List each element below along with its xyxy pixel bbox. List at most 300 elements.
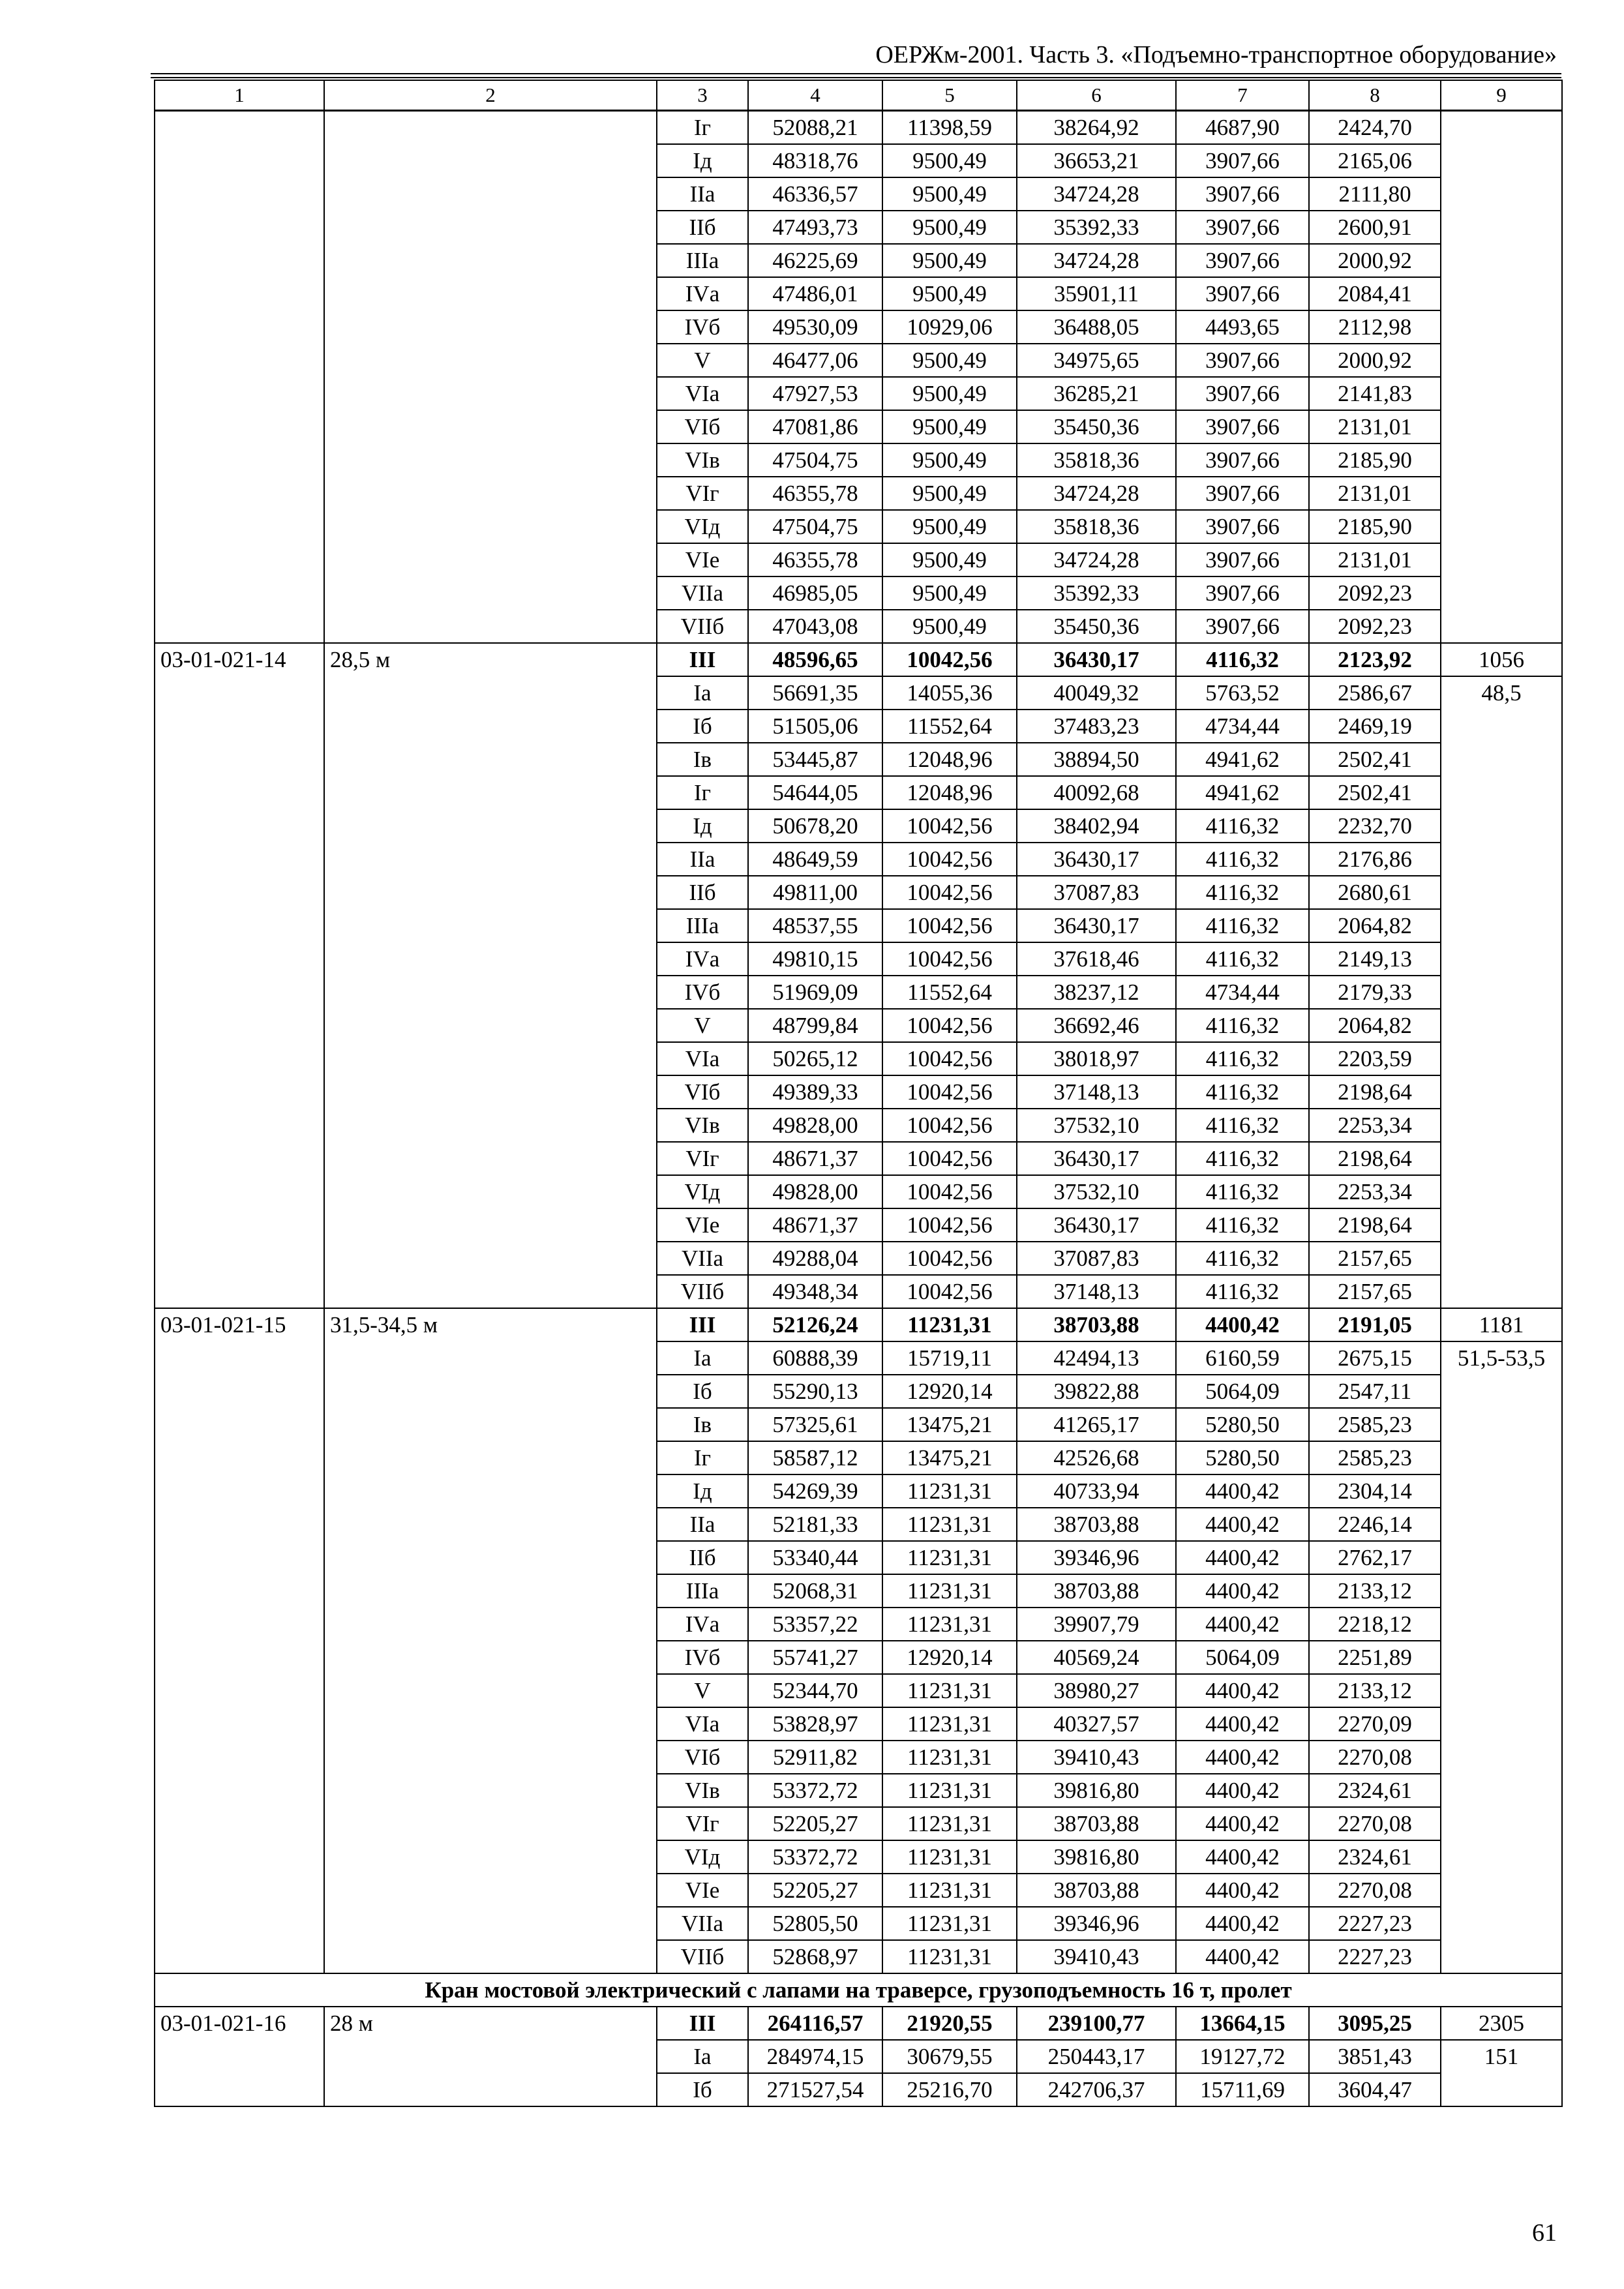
- value-cell: 21920,55: [882, 2007, 1017, 2040]
- value-cell: 37087,83: [1017, 1242, 1176, 1275]
- value-cell: 15719,11: [882, 1341, 1017, 1375]
- zone-cell: VIб: [657, 1741, 748, 1774]
- value-cell: 39346,96: [1017, 1541, 1176, 1574]
- value-cell: 50265,12: [748, 1042, 882, 1075]
- value-cell: 41265,17: [1017, 1408, 1176, 1441]
- value-cell: 49348,34: [748, 1275, 882, 1308]
- zone-cell: IIа: [657, 1508, 748, 1541]
- zone-cell: Iг: [657, 111, 748, 145]
- value-cell: 9500,49: [882, 211, 1017, 244]
- value-cell: 25216,70: [882, 2073, 1017, 2106]
- value-cell: 12920,14: [882, 1375, 1017, 1408]
- value-cell: 49530,09: [748, 310, 882, 344]
- value-cell: 2270,08: [1309, 1741, 1441, 1774]
- value-cell: 52181,33: [748, 1508, 882, 1541]
- value-cell: 2253,34: [1309, 1175, 1441, 1208]
- value-cell: 40049,32: [1017, 676, 1176, 710]
- section-title-row: [155, 1973, 1562, 2007]
- item-code: 03-01-021-15: [155, 1308, 324, 1973]
- value-cell: 2157,65: [1309, 1242, 1441, 1275]
- value-cell: 4734,44: [1176, 710, 1309, 743]
- value-cell: 40092,68: [1017, 776, 1176, 809]
- value-cell: 39346,96: [1017, 1907, 1176, 1940]
- document-header-title: ОЕРЖм-2001. Часть 3. «Подъемно-транспортное оборудование»: [875, 41, 1557, 68]
- zone-cell: Iа: [657, 1341, 748, 1375]
- column-number: 1: [155, 80, 324, 111]
- value-cell: 11231,31: [882, 1874, 1017, 1907]
- value-cell: 38703,88: [1017, 1807, 1176, 1840]
- value-cell: 11398,59: [882, 111, 1017, 145]
- value-cell: 5763,52: [1176, 676, 1309, 710]
- value-cell: 4116,32: [1176, 909, 1309, 942]
- item-name: 31,5-34,5 м: [324, 1308, 657, 1973]
- value-cell: 2547,11: [1309, 1375, 1441, 1408]
- page-number: 61: [1532, 2219, 1557, 2247]
- value-cell: 34724,28: [1017, 244, 1176, 277]
- value-cell: 13475,21: [882, 1441, 1017, 1474]
- value-cell: 11231,31: [882, 1508, 1017, 1541]
- value-cell: 2185,90: [1309, 510, 1441, 543]
- value-cell: 2191,05: [1309, 1308, 1441, 1341]
- column-number: 5: [882, 80, 1017, 111]
- zone-cell: IIIа: [657, 909, 748, 942]
- value-cell: 38703,88: [1017, 1308, 1176, 1341]
- value-cell: 4400,42: [1176, 1907, 1309, 1940]
- value-cell: 50678,20: [748, 809, 882, 843]
- item-name: 28 м: [324, 2007, 657, 2106]
- item-code: [155, 111, 324, 644]
- value-cell: 39907,79: [1017, 1608, 1176, 1641]
- value-cell: 47081,86: [748, 410, 882, 443]
- value-cell: 3907,66: [1176, 610, 1309, 643]
- column-number: 7: [1176, 80, 1309, 111]
- zone-cell: V: [657, 344, 748, 377]
- value-cell: 37532,10: [1017, 1175, 1176, 1208]
- value-cell: 60888,39: [748, 1341, 882, 1375]
- value-cell: 9500,49: [882, 144, 1017, 177]
- value-cell: 30679,55: [882, 2040, 1017, 2073]
- value-cell: 35901,11: [1017, 277, 1176, 310]
- value-cell: 39410,43: [1017, 1741, 1176, 1774]
- zone-cell: Iд: [657, 144, 748, 177]
- value-cell: 3907,66: [1176, 211, 1309, 244]
- value-cell: 4116,32: [1176, 1109, 1309, 1142]
- header-rule: [151, 73, 1561, 74]
- value-cell: 2185,90: [1309, 443, 1441, 477]
- value-cell: 3907,66: [1176, 443, 1309, 477]
- value-cell: 2000,92: [1309, 344, 1441, 377]
- value-cell: 11231,31: [882, 1707, 1017, 1741]
- value-cell: 10042,56: [882, 909, 1017, 942]
- value-cell: 2232,70: [1309, 809, 1441, 843]
- value-cell: 2179,33: [1309, 976, 1441, 1009]
- value-cell: 37087,83: [1017, 876, 1176, 909]
- value-cell: 2064,82: [1309, 909, 1441, 942]
- value-cell: 2133,12: [1309, 1674, 1441, 1707]
- value-cell: 38980,27: [1017, 1674, 1176, 1707]
- value-cell: 34975,65: [1017, 344, 1176, 377]
- value-cell: 11231,31: [882, 1674, 1017, 1707]
- value-cell: 242706,37: [1017, 2073, 1176, 2106]
- zone-cell: VIа: [657, 377, 748, 410]
- column-number: 3: [657, 80, 748, 111]
- price-table: [154, 80, 1563, 2107]
- value-cell: 2270,08: [1309, 1807, 1441, 1840]
- value-cell: 11552,64: [882, 710, 1017, 743]
- value-cell: 4400,42: [1176, 1707, 1309, 1741]
- value-cell: 53357,22: [748, 1608, 882, 1641]
- value-cell: 4116,32: [1176, 876, 1309, 909]
- zone-cell: Iг: [657, 776, 748, 809]
- value-cell: 4400,42: [1176, 1774, 1309, 1807]
- value-cell: 2141,83: [1309, 377, 1441, 410]
- value-cell: 42494,13: [1017, 1341, 1176, 1375]
- zone-cell: VIг: [657, 1142, 748, 1175]
- value-cell: 3907,66: [1176, 244, 1309, 277]
- value-cell: 12048,96: [882, 776, 1017, 809]
- value-cell: 6160,59: [1176, 1341, 1309, 1375]
- header-rule-double: [151, 77, 1561, 78]
- value-cell: 38402,94: [1017, 809, 1176, 843]
- zone-cell: VIIб: [657, 1940, 748, 1973]
- value-cell: 4116,32: [1176, 1242, 1309, 1275]
- zone-cell: Iб: [657, 710, 748, 743]
- value-cell: 9500,49: [882, 610, 1017, 643]
- zone-cell: VIе: [657, 543, 748, 576]
- value-cell: 2198,64: [1309, 1208, 1441, 1242]
- value-cell: 2600,91: [1309, 211, 1441, 244]
- value-cell: 48596,65: [748, 643, 882, 676]
- value-cell: 4400,42: [1176, 1807, 1309, 1840]
- value-cell: 34724,28: [1017, 477, 1176, 510]
- value-cell: 4400,42: [1176, 1541, 1309, 1574]
- value-cell: 52068,31: [748, 1574, 882, 1608]
- value-cell: 49389,33: [748, 1075, 882, 1109]
- value-cell: 47504,75: [748, 510, 882, 543]
- value-cell: 52126,24: [748, 1308, 882, 1341]
- col9-cell: 1181: [1441, 1308, 1562, 1341]
- value-cell: 4941,62: [1176, 776, 1309, 809]
- value-cell: 15711,69: [1176, 2073, 1309, 2106]
- value-cell: 9500,49: [882, 543, 1017, 576]
- value-cell: 52805,50: [748, 1907, 882, 1940]
- zone-cell: Iа: [657, 676, 748, 710]
- column-number: 8: [1309, 80, 1441, 111]
- value-cell: 10929,06: [882, 310, 1017, 344]
- value-cell: 2304,14: [1309, 1474, 1441, 1508]
- zone-cell: III: [657, 643, 748, 676]
- value-cell: 2092,23: [1309, 576, 1441, 610]
- value-cell: 52205,27: [748, 1807, 882, 1840]
- value-cell: 5064,09: [1176, 1641, 1309, 1674]
- value-cell: 53372,72: [748, 1840, 882, 1874]
- item-code: 03-01-021-16: [155, 2007, 324, 2106]
- table-row: [155, 2007, 1562, 2040]
- value-cell: 46336,57: [748, 177, 882, 211]
- value-cell: 36488,05: [1017, 310, 1176, 344]
- value-cell: 36430,17: [1017, 1208, 1176, 1242]
- value-cell: 4687,90: [1176, 111, 1309, 145]
- value-cell: 10042,56: [882, 643, 1017, 676]
- zone-cell: V: [657, 1009, 748, 1042]
- value-cell: 2165,06: [1309, 144, 1441, 177]
- value-cell: 264116,57: [748, 2007, 882, 2040]
- value-cell: 38018,97: [1017, 1042, 1176, 1075]
- value-cell: 4116,32: [1176, 843, 1309, 876]
- value-cell: 2198,64: [1309, 1075, 1441, 1109]
- value-cell: 55741,27: [748, 1641, 882, 1674]
- value-cell: 10042,56: [882, 1142, 1017, 1175]
- value-cell: 4734,44: [1176, 976, 1309, 1009]
- value-cell: 39410,43: [1017, 1940, 1176, 1973]
- value-cell: 54644,05: [748, 776, 882, 809]
- value-cell: 2000,92: [1309, 244, 1441, 277]
- column-number: 4: [748, 80, 882, 111]
- zone-cell: IIа: [657, 843, 748, 876]
- value-cell: 53340,44: [748, 1541, 882, 1574]
- value-cell: 9500,49: [882, 510, 1017, 543]
- value-cell: 4116,32: [1176, 1275, 1309, 1308]
- value-cell: 53828,97: [748, 1707, 882, 1741]
- value-cell: 3907,66: [1176, 576, 1309, 610]
- value-cell: 3851,43: [1309, 2040, 1441, 2073]
- column-number: 9: [1441, 80, 1562, 111]
- value-cell: 36692,46: [1017, 1009, 1176, 1042]
- value-cell: 2111,80: [1309, 177, 1441, 211]
- value-cell: 2762,17: [1309, 1541, 1441, 1574]
- value-cell: 37532,10: [1017, 1109, 1176, 1142]
- value-cell: 38703,88: [1017, 1574, 1176, 1608]
- value-cell: 52344,70: [748, 1674, 882, 1707]
- value-cell: 11231,31: [882, 1907, 1017, 1940]
- value-cell: 35392,33: [1017, 576, 1176, 610]
- value-cell: 56691,35: [748, 676, 882, 710]
- value-cell: 52088,21: [748, 111, 882, 145]
- value-cell: 52205,27: [748, 1874, 882, 1907]
- value-cell: 239100,77: [1017, 2007, 1176, 2040]
- value-cell: 4400,42: [1176, 1474, 1309, 1508]
- column-number-row: [155, 80, 1562, 111]
- zone-cell: IVа: [657, 277, 748, 310]
- value-cell: 250443,17: [1017, 2040, 1176, 2073]
- value-cell: 53372,72: [748, 1774, 882, 1807]
- item-name: 28,5 м: [324, 643, 657, 1308]
- zone-cell: IVб: [657, 1641, 748, 1674]
- value-cell: 2469,19: [1309, 710, 1441, 743]
- value-cell: 47486,01: [748, 277, 882, 310]
- value-cell: 49828,00: [748, 1109, 882, 1142]
- value-cell: 2203,59: [1309, 1042, 1441, 1075]
- value-cell: 9500,49: [882, 244, 1017, 277]
- value-cell: 3604,47: [1309, 2073, 1441, 2106]
- value-cell: 38264,92: [1017, 111, 1176, 145]
- value-cell: 34724,28: [1017, 543, 1176, 576]
- value-cell: 2157,65: [1309, 1275, 1441, 1308]
- zone-cell: VIд: [657, 510, 748, 543]
- value-cell: 3907,66: [1176, 543, 1309, 576]
- value-cell: 2227,23: [1309, 1940, 1441, 1973]
- col9-cell: [1441, 111, 1562, 644]
- value-cell: 4400,42: [1176, 1574, 1309, 1608]
- zone-cell: VIа: [657, 1042, 748, 1075]
- value-cell: 10042,56: [882, 809, 1017, 843]
- value-cell: 40327,57: [1017, 1707, 1176, 1741]
- value-cell: 38894,50: [1017, 743, 1176, 776]
- value-cell: 2585,23: [1309, 1441, 1441, 1474]
- value-cell: 11231,31: [882, 1940, 1017, 1973]
- value-cell: 11231,31: [882, 1807, 1017, 1840]
- value-cell: 2176,86: [1309, 843, 1441, 876]
- col9-cell: 2305: [1441, 2007, 1562, 2040]
- value-cell: 11231,31: [882, 1541, 1017, 1574]
- value-cell: 46985,05: [748, 576, 882, 610]
- value-cell: 3907,66: [1176, 477, 1309, 510]
- value-cell: 2251,89: [1309, 1641, 1441, 1674]
- value-cell: 3907,66: [1176, 277, 1309, 310]
- value-cell: 2131,01: [1309, 410, 1441, 443]
- value-cell: 54269,39: [748, 1474, 882, 1508]
- value-cell: 2424,70: [1309, 111, 1441, 145]
- value-cell: 55290,13: [748, 1375, 882, 1408]
- value-cell: 48537,55: [748, 909, 882, 942]
- zone-cell: VIв: [657, 1109, 748, 1142]
- zone-cell: Iв: [657, 1408, 748, 1441]
- zone-cell: VIб: [657, 1075, 748, 1109]
- value-cell: 11231,31: [882, 1608, 1017, 1641]
- zone-cell: VIе: [657, 1874, 748, 1907]
- value-cell: 36430,17: [1017, 843, 1176, 876]
- zone-cell: IIб: [657, 876, 748, 909]
- col9-cell: 151: [1441, 2040, 1562, 2106]
- value-cell: 9500,49: [882, 377, 1017, 410]
- value-cell: 2253,34: [1309, 1109, 1441, 1142]
- zone-cell: VIIб: [657, 1275, 748, 1308]
- value-cell: 9500,49: [882, 477, 1017, 510]
- value-cell: 48799,84: [748, 1009, 882, 1042]
- zone-cell: IIIа: [657, 244, 748, 277]
- value-cell: 48671,37: [748, 1208, 882, 1242]
- value-cell: 36430,17: [1017, 909, 1176, 942]
- value-cell: 2502,41: [1309, 743, 1441, 776]
- value-cell: 4116,32: [1176, 1009, 1309, 1042]
- zone-cell: VIд: [657, 1175, 748, 1208]
- value-cell: 11231,31: [882, 1474, 1017, 1508]
- value-cell: 2324,61: [1309, 1840, 1441, 1874]
- value-cell: 2149,13: [1309, 942, 1441, 976]
- value-cell: 48649,59: [748, 843, 882, 876]
- value-cell: 11231,31: [882, 1840, 1017, 1874]
- value-cell: 10042,56: [882, 942, 1017, 976]
- value-cell: 47927,53: [748, 377, 882, 410]
- value-cell: 38703,88: [1017, 1874, 1176, 1907]
- value-cell: 3907,66: [1176, 410, 1309, 443]
- value-cell: 2064,82: [1309, 1009, 1441, 1042]
- value-cell: 2270,09: [1309, 1707, 1441, 1741]
- value-cell: 2131,01: [1309, 477, 1441, 510]
- zone-cell: IIб: [657, 211, 748, 244]
- value-cell: 2675,15: [1309, 1341, 1441, 1375]
- value-cell: 49810,15: [748, 942, 882, 976]
- value-cell: 49828,00: [748, 1175, 882, 1208]
- zone-cell: VIг: [657, 477, 748, 510]
- value-cell: 4400,42: [1176, 1940, 1309, 1973]
- value-cell: 2585,23: [1309, 1408, 1441, 1441]
- value-cell: 10042,56: [882, 843, 1017, 876]
- value-cell: 48318,76: [748, 144, 882, 177]
- value-cell: 5280,50: [1176, 1408, 1309, 1441]
- value-cell: 14055,36: [882, 676, 1017, 710]
- value-cell: 53445,87: [748, 743, 882, 776]
- zone-cell: III: [657, 2007, 748, 2040]
- zone-cell: VIе: [657, 1208, 748, 1242]
- value-cell: 42526,68: [1017, 1441, 1176, 1474]
- value-cell: 4116,32: [1176, 1042, 1309, 1075]
- zone-cell: VIIа: [657, 1242, 748, 1275]
- value-cell: 3095,25: [1309, 2007, 1441, 2040]
- value-cell: 4116,32: [1176, 1175, 1309, 1208]
- value-cell: 10042,56: [882, 1042, 1017, 1075]
- value-cell: 52911,82: [748, 1741, 882, 1774]
- price-table-body: [155, 80, 1562, 2106]
- value-cell: 11552,64: [882, 976, 1017, 1009]
- zone-cell: IIа: [657, 177, 748, 211]
- zone-cell: Iд: [657, 1474, 748, 1508]
- value-cell: 2227,23: [1309, 1907, 1441, 1940]
- value-cell: 13664,15: [1176, 2007, 1309, 2040]
- value-cell: 3907,66: [1176, 177, 1309, 211]
- value-cell: 10042,56: [882, 876, 1017, 909]
- value-cell: 35450,36: [1017, 410, 1176, 443]
- value-cell: 49288,04: [748, 1242, 882, 1275]
- value-cell: 4116,32: [1176, 1142, 1309, 1175]
- value-cell: 37618,46: [1017, 942, 1176, 976]
- value-cell: 4400,42: [1176, 1508, 1309, 1541]
- value-cell: 5064,09: [1176, 1375, 1309, 1408]
- value-cell: 2246,14: [1309, 1508, 1441, 1541]
- value-cell: 2131,01: [1309, 543, 1441, 576]
- value-cell: 3907,66: [1176, 144, 1309, 177]
- value-cell: 36430,17: [1017, 1142, 1176, 1175]
- value-cell: 4400,42: [1176, 1840, 1309, 1874]
- value-cell: 9500,49: [882, 410, 1017, 443]
- table-row: [155, 1308, 1562, 1341]
- zone-cell: III: [657, 1308, 748, 1341]
- value-cell: 12048,96: [882, 743, 1017, 776]
- value-cell: 10042,56: [882, 1275, 1017, 1308]
- value-cell: 11231,31: [882, 1308, 1017, 1341]
- zone-cell: VIг: [657, 1807, 748, 1840]
- value-cell: 2324,61: [1309, 1774, 1441, 1807]
- zone-cell: Iб: [657, 1375, 748, 1408]
- value-cell: 37148,13: [1017, 1275, 1176, 1308]
- value-cell: 46355,78: [748, 477, 882, 510]
- value-cell: 40733,94: [1017, 1474, 1176, 1508]
- value-cell: 2123,92: [1309, 643, 1441, 676]
- value-cell: 284974,15: [748, 2040, 882, 2073]
- value-cell: 4116,32: [1176, 1075, 1309, 1109]
- zone-cell: Iг: [657, 1441, 748, 1474]
- column-number: 2: [324, 80, 657, 111]
- value-cell: 2084,41: [1309, 277, 1441, 310]
- value-cell: 10042,56: [882, 1009, 1017, 1042]
- value-cell: 9500,49: [882, 443, 1017, 477]
- zone-cell: VIIа: [657, 1907, 748, 1940]
- value-cell: 10042,56: [882, 1208, 1017, 1242]
- value-cell: 38237,12: [1017, 976, 1176, 1009]
- zone-cell: IVб: [657, 976, 748, 1009]
- value-cell: 36430,17: [1017, 643, 1176, 676]
- value-cell: 4493,65: [1176, 310, 1309, 344]
